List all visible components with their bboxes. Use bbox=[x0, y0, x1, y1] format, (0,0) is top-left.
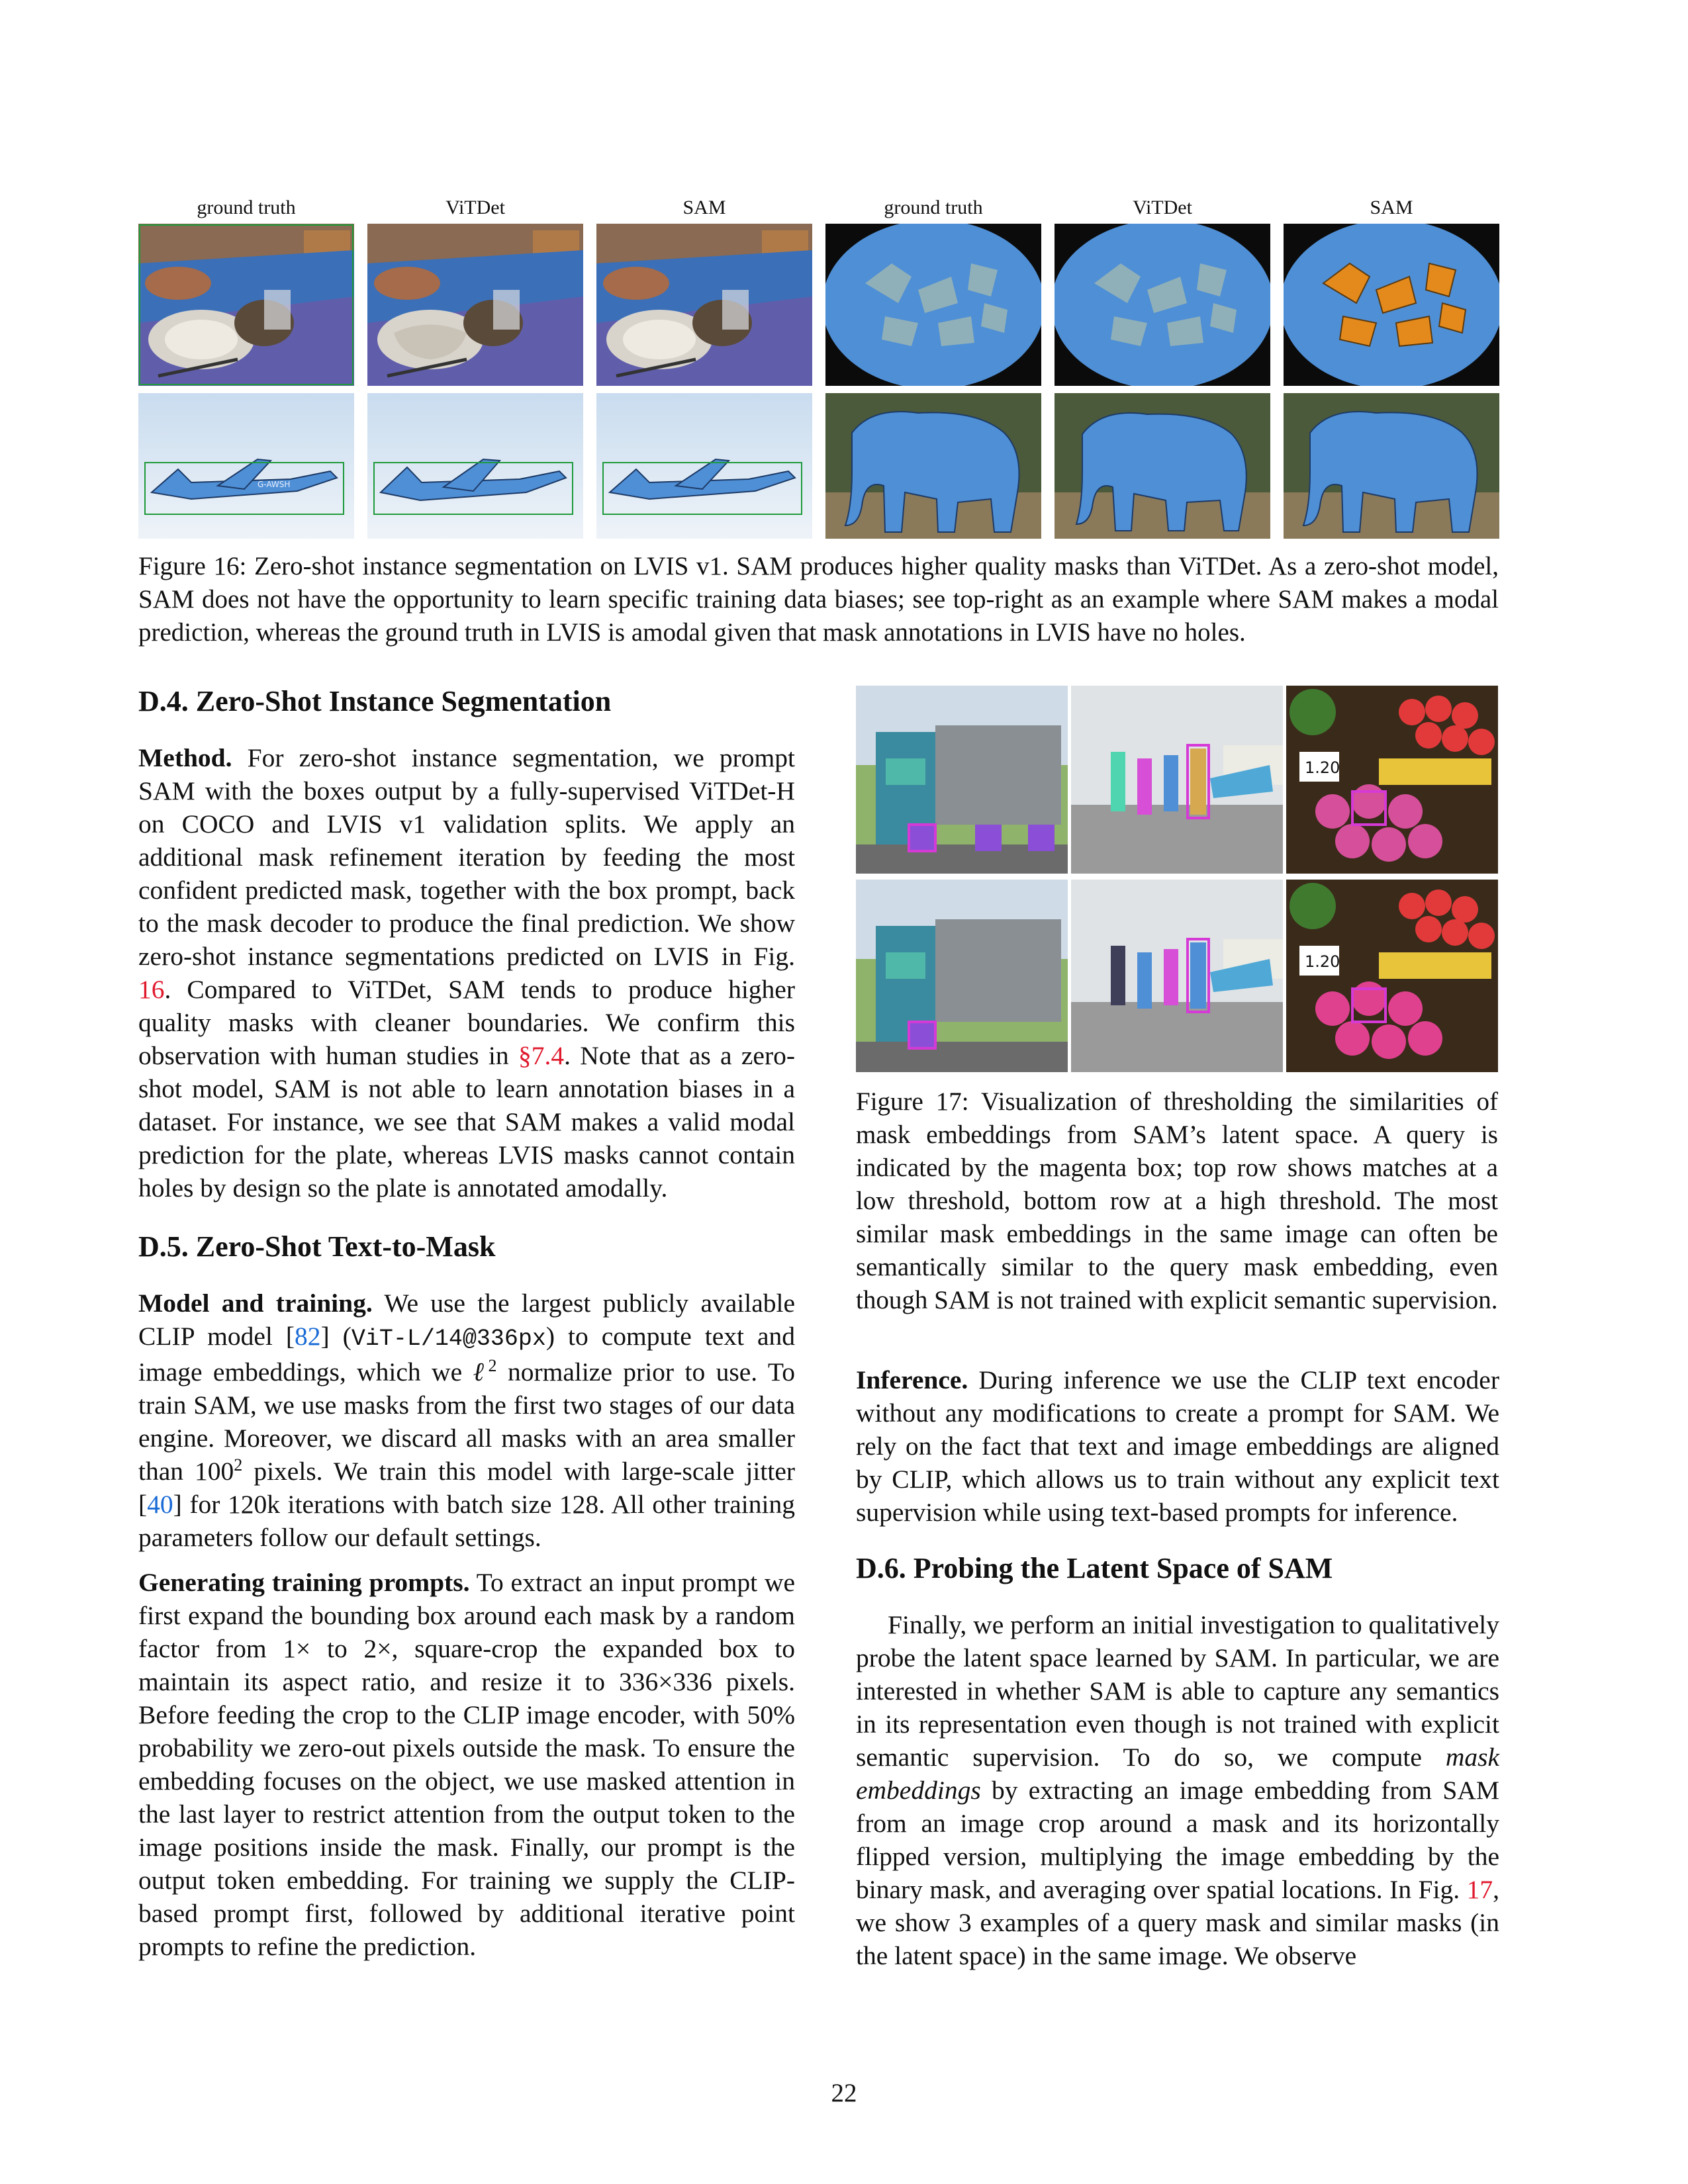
method-text-1: For zero-shot instance segmentation, we prompt SAM with the boxes output by a fully-supervised ViTDet-H on COCO and LVIS v1 validation splits. We apply an additional mask refinement iteration by feeding the most confident predicted mask, together with the box prompt, back to the mask decoder to produce the final prediction. We show zero-shot instance segmentations predicted on LVIS in Fig. bbox=[138, 743, 795, 971]
model-text-2: ] ( bbox=[320, 1322, 352, 1351]
figure-16-link[interactable]: 16 bbox=[138, 975, 165, 1004]
paragraph-method bbox=[138, 741, 795, 1205]
figure-16-caption: Figure 16: Zero-shot instance segmentation on LVIS v1. SAM produces higher quality masks than ViTDet. As a zero-shot model, SAM does not have the opportunity to learn specific training data biases; see top-right as an example where SAM makes a modal prediction, whereas the ground truth in LVIS is amodal given that mask annotations in LVIS have no holes. bbox=[138, 552, 1499, 647]
latent-text-3: , we show 3 examples of a query mask and similar masks (in the latent space) in the same image. We observe bbox=[856, 1875, 1499, 1970]
figure-17-link[interactable]: 17 bbox=[1466, 1875, 1493, 1904]
l2-norm-superscript: 2 bbox=[488, 1355, 497, 1375]
method-text-2: . Compared to ViTDet, SAM tends to produce higher quality masks with cleaner boundaries. We confirm this observation with human studies in bbox=[138, 975, 795, 1070]
l2-norm-symbol: ℓ bbox=[473, 1357, 489, 1387]
truck-high-threshold bbox=[856, 880, 1068, 1072]
price-tag-text-2: 1.20 bbox=[1305, 952, 1340, 971]
model-text-4: normalize prior to use. To train SAM, we use masks from the first two stages of our data engine. Moreover, we discard all masks with an area smaller than 100 bbox=[138, 1357, 795, 1486]
figure-17 bbox=[856, 686, 1498, 1072]
section-heading-d5: D.5. Zero-Shot Text-to-Mask bbox=[138, 1230, 496, 1263]
plate-ground-truth bbox=[825, 224, 1041, 386]
mask-embeddings-term: mask embeddings bbox=[856, 1743, 1499, 1805]
figure-16 bbox=[138, 195, 1499, 539]
column-label-ground-truth-1: ground truth bbox=[197, 197, 296, 218]
airplane-vitdet bbox=[367, 393, 583, 539]
plane-livery-text: G-AWSH bbox=[258, 480, 291, 489]
citation-82-link[interactable]: 82 bbox=[295, 1322, 321, 1351]
airplane-sam bbox=[596, 393, 812, 539]
training-prompts-label: Generating training prompts. bbox=[138, 1568, 470, 1597]
airplane-ground-truth bbox=[138, 393, 354, 539]
training-prompts-text: To extract an input prompt we first expand the bounding box around each mask by a random factor from 1× to 2×, square-crop the expanded box to maintain its aspect ratio, and resize it to 336×336 pixels. Before feeding the crop to the CLIP image encoder, with 50% probability we zero-out pixels outside the mask. To ensure the embedding focuses on the object, we use masked attention in the last layer to restrict attention from the output token to the image positions inside the mask. Finally, our prompt is the output token embedding. For training we supply the CLIP-based prompt first, followed by additional iterative point prompts to refine the prediction. bbox=[138, 1568, 796, 1961]
paragraph-model-training bbox=[138, 1287, 795, 1554]
figure-17-caption: Figure 17: Visualization of thresholding the similarities of mask embeddings from SAM’s latent space. A query is indicated by the magenta box; top row shows matches at a low threshold, bottom row at a high threshold. The most similar mask embeddings in the same image can often be semantically similar to the query mask embedding, even though SAM is not trained with explicit semantic supervision. bbox=[856, 1087, 1498, 1314]
inference-text: During inference we use the CLIP text encoder without any modifications to create a prompt for SAM. We rely on the fact that text and image embeddings are aligned by CLIP, which allows us to train without any explicit text supervision while using text-based prompts for inference. bbox=[856, 1365, 1499, 1527]
column-label-vitdet-2: ViTDet bbox=[1133, 197, 1192, 218]
column-label-sam-1: SAM bbox=[682, 197, 726, 218]
model-text-6: ] for 120k iterations with batch size 128. All other training parameters follow our default settings. bbox=[138, 1490, 795, 1552]
clip-model-code: ViT-L/14@336px bbox=[351, 1326, 546, 1352]
runners-high-threshold bbox=[1071, 880, 1283, 1072]
section-7-4-link[interactable]: §7.4 bbox=[518, 1041, 565, 1070]
column-label-ground-truth-2: ground truth bbox=[884, 197, 983, 218]
fruit-low-threshold bbox=[1286, 686, 1498, 874]
left-column bbox=[138, 682, 795, 1975]
method-text-3: . Note that as a zero-shot model, SAM is not able to learn annotation biases in a dataset. For instance, we see that SAM makes a valid modal prediction for the plate, whereas LVIS masks cannot contain holes by design so the plate is annotated amodally. bbox=[138, 1041, 795, 1203]
inference-label: Inference. bbox=[856, 1365, 968, 1394]
model-text-5: pixels. We train this model with large-scale jitter [ bbox=[138, 1457, 796, 1519]
column-label-sam-2: SAM bbox=[1370, 197, 1413, 218]
table-scene-ground-truth bbox=[138, 224, 354, 386]
table-scene-sam bbox=[596, 224, 812, 386]
page-number: 22 bbox=[831, 2079, 857, 2107]
paragraph-latent-space bbox=[856, 1608, 1499, 1972]
plate-sam bbox=[1284, 224, 1499, 386]
paragraph-inference bbox=[856, 1363, 1499, 1529]
latent-text-2: by extracting an image embedding from SAM from an image crop around a mask and its horizontally flipped version, multiplying the image embedding by the binary mask, and averaging over spatial locations. In Fig. bbox=[856, 1776, 1499, 1904]
paragraph-training-prompts bbox=[138, 1566, 795, 1963]
citation-40-link[interactable]: 40 bbox=[147, 1490, 173, 1519]
right-column bbox=[856, 1363, 1499, 1984]
model-training-label: Model and training. bbox=[138, 1289, 373, 1318]
truck-low-threshold bbox=[856, 686, 1068, 874]
elephant-ground-truth bbox=[825, 393, 1041, 539]
price-tag-text-1: 1.20 bbox=[1305, 758, 1340, 777]
column-label-vitdet-1: ViTDet bbox=[445, 197, 505, 218]
method-label: Method. bbox=[138, 743, 232, 772]
elephant-sam bbox=[1284, 393, 1499, 539]
plate-vitdet bbox=[1055, 224, 1270, 386]
model-text-3: ) to compute text and image embeddings, which we bbox=[138, 1322, 796, 1387]
section-heading-d4: D.4. Zero-Shot Instance Segmentation bbox=[138, 685, 612, 717]
table-scene-vitdet bbox=[367, 224, 583, 386]
model-text-1: We use the largest publicly available CLIP model [ bbox=[138, 1289, 795, 1351]
elephant-vitdet bbox=[1055, 393, 1270, 539]
runners-low-threshold bbox=[1071, 686, 1283, 874]
fruit-high-threshold bbox=[1286, 880, 1498, 1072]
latent-text-1: Finally, we perform an initial investigation to qualitatively probe the latent space learned by SAM. In particular, we are interested in whether SAM is able to capture any semantics in its representation even though is not trained with explicit semantic supervision. To do so, we compute bbox=[856, 1610, 1499, 1772]
section-heading-d6: D.6. Probing the Latent Space of SAM bbox=[856, 1552, 1333, 1584]
area-superscript: 2 bbox=[234, 1455, 243, 1475]
